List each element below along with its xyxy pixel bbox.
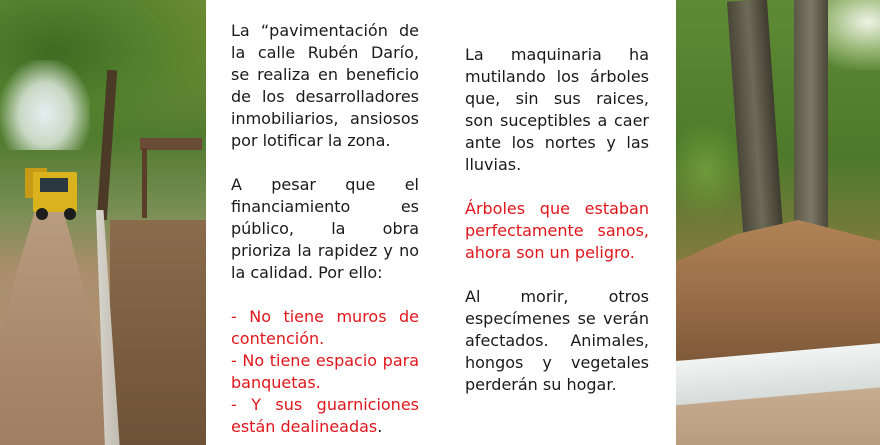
roadside-shelter-post (142, 148, 147, 218)
truck-wheel (36, 208, 48, 220)
paragraph-machinery: La maquinaria ha mutilando los árboles que, sin sus raices, son suceptibles a caer ante los nortes y las lluvias. (465, 45, 649, 174)
text-column-left (231, 20, 419, 438)
paragraph-paving-intro: La “pavimentación de la calle Rubén Darío, se realiza en beneficio de los desarrolladores inmobiliarios, ansiosos por lotificar la zona. (231, 21, 419, 150)
article-text-panel (206, 0, 676, 445)
text-column-right (465, 44, 649, 396)
bullet-no-sidewalks: - No tiene espacio para banquetas. (231, 351, 419, 392)
bullet-misaligned-curbs (231, 394, 419, 438)
tree-roots-photo (676, 0, 880, 445)
truck-windshield (40, 178, 68, 192)
excavated-ground (110, 220, 206, 445)
bullet-no-retaining-walls: - No tiene muros de contención. (231, 307, 419, 348)
paragraph-danger-highlight: Árboles que estaban perfectamente sanos, ahora son un peligro. (465, 199, 649, 262)
exposed-roots-soil (676, 220, 880, 360)
paragraph-ecosystem: Al morir, otros especímenes se verán afectados. Animales, hongos y vegetales perderán su hogar. (465, 287, 649, 394)
bullet-misaligned-curbs-text: - Y sus guarniciones están dealineadas (231, 395, 419, 436)
tree-trunk (727, 0, 785, 261)
bullet-misaligned-curbs-period: . (377, 417, 383, 436)
roadside-shelter-roof (140, 138, 202, 150)
paragraph-financing: A pesar que el financiamiento es público, la obra prioriza la rapidez y no la calidad. Por ello: (231, 175, 419, 282)
truck-wheel (64, 208, 76, 220)
road-construction-photo (0, 0, 206, 445)
sky-patch (0, 60, 90, 150)
tree-trunk (794, 0, 828, 240)
